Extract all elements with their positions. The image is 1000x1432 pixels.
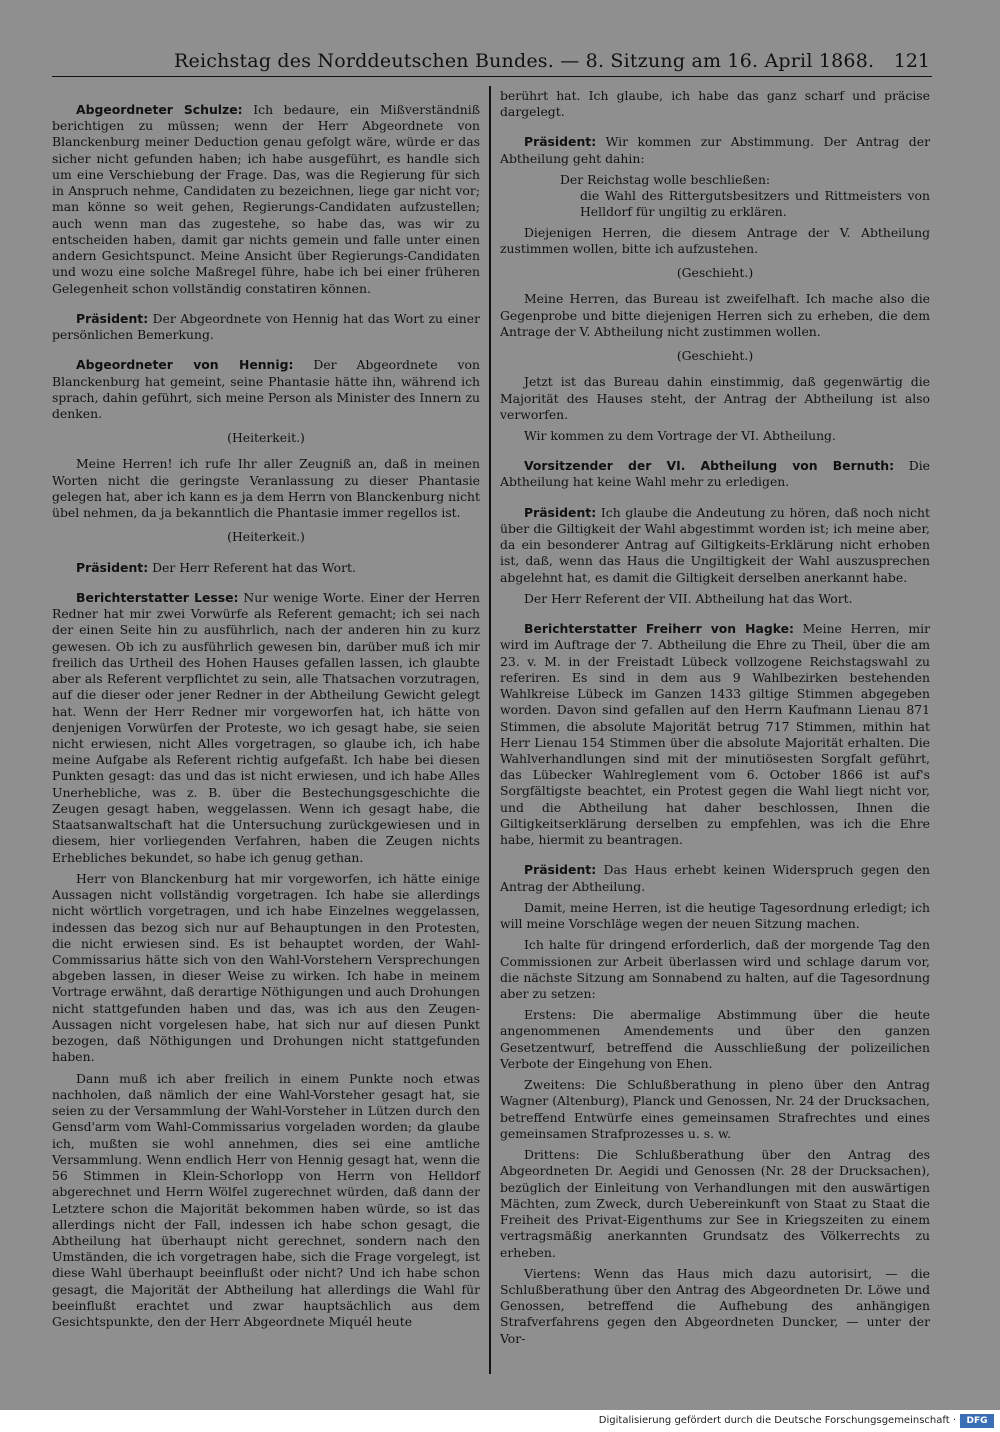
paragraph [500,225,930,257]
paragraph-text: Der Abgeordnete von Blanckenburg hat gemeint, seine Phantasie hätte ihn, während ich sprach, dahin geführt, sich meine Person als Minister des Innern zu denken. [52,357,480,421]
speaker-name: Abgeordneter Schulze: [76,102,243,117]
paragraph-text: Die Abtheilung hat keine Wahl mehr zu erledigen. [500,458,930,490]
paragraph [500,862,930,894]
stage-direction [500,348,930,364]
paragraph-text: Ich glaube die Andeutung zu hören, daß noch nicht über die Giltigkeit der Wahl abgestimmt worden ist; ich meine aber, da ein besonderer Antrag auf Giltigkeits-Erklärung nicht erhoben ist, daß, wenn das Haus die Ungiltigkeit der Wahl auszusprechen abgelehnt hat, es damit die Giltigkeit derselben anerkannt habe. [500,504,930,585]
paragraph [500,505,930,586]
speaker-name: Berichterstatter Freiherr von Hagke: [524,621,794,637]
paragraph-text: Meine Herren! ich rufe Ihr aller Zeugniß an, daß in meinen Worten nicht die geringste Veranlassung zu dieser Phantasie gelegen hat, aber ich kann es ja dem Herrn von Blanckenburg nicht übel nehmen, da ja bekanntlich die Phantasie immer regellos ist. [52,456,480,521]
paragraph-text: Zweitens: Die Schlußberathung in pleno über den Antrag Wagner (Altenburg), Planck und Genossen, Nr. 24 der Drucksachen, betreffend Entwürfe eines gemeinsamen Strafrechtes und eines gemeinsamen Strafprozesses u. s. w. [500,1077,930,1141]
paragraph [500,291,930,340]
paragraph [52,590,480,866]
paragraph [52,871,480,1066]
paragraph-text: Damit, meine Herren, ist die heutige Tagesordnung erledigt; ich will meine Vorschläge wegen der neuen Sitzung machen. [500,899,930,932]
speaker-name: Abgeordneter von Hennig: [76,357,294,373]
paragraph-text: Ich bedaure, ein Mißverständniß berichtigen zu müssen; wenn der Herr Abgeordnete von Blanckenburg meiner Deduction genau gefolgt wäre, würde er das sicher nicht gefunden haben; ich habe ausgeführt, es handle sich um eine Verschiebung der Frage. Das, was die Regierung für sich in Anspruch nehme, Candidaten zu bezeichnen, liege gar nicht vor; man könne so weit gehen, Regierungs-Candidaten aufzustellen; auch wenn man das zugestehe, so habe das, was wir zu entscheiden haben, damit gar nichts gemein und falle unter einen andern Gesichtspunct. Meine Ansicht über Regierungs-Candidaten und wozu eine solche Maßregel führe, habe ich bei einer früheren Gelegenheit schon vollständig constatiren können. [52,102,480,296]
paragraph [52,560,480,576]
left-column [52,88,480,1335]
paragraph [52,311,480,343]
paragraph-text: Dann muß ich aber freilich in einem Punkte noch etwas nachholen, daß nämlich der eine Wahl-Vorsteher gesagt hat, sie seien zu der Versammlung der Wahl-Vorsteher in Lützen durch den Gensd'arm vom Wahl-Commissarius vorgeladen worden; da glaube ich, mußten sie wohl annehmen, dies sei eine amtliche Versammlung. Wenn endlich Herr von Hennig gesagt hat, wenn die 56 Stimmen in Klein-Schorlopp von Herrn von Helldorf abgerechnet und Herrn Wölfel zugerechnet würden, daß dann der Letztere schon die Majorität bekommen haben würde, so ist das allerdings nicht der Fall, indessen ich habe schon gesagt, die Abtheilung hat überhaupt nicht gerechnet, sondern nach den Umständen, die ich vorgetragen habe, sich die Frage vorgelegt, ist diese Wahl überhaupt beeinflußt oder nicht? Und ich habe schon gesagt, die Majorität der Abtheilung hat allerdings die Wahl für beeinflußt erachtet und zwar hauptsächlich aus dem Gesichtspunkte, den der Herr Abgeordnete Miquél heute [52,1070,480,1330]
dfg-logo: DFG [960,1414,994,1428]
paragraph-text: Nur wenige Worte. Einer der Herren Redner hat mir zwei Vorwürfe als Referent gemacht; ich sei nach der einen Seite hin zu ausführlich, nach der anderen hin zu kurz gewesen. Ob ich zu ausführlich gewesen bin, darüber muß ich mir freilich das Urtheil des Hohen Hauses gefallen lassen, ich glaubte aber als Referent verpflichtet zu sein, alle Thatsachen vorzutragen, auf die dieser oder jener Redner in der Abtheilung Gewicht gelegt hat. Wenn der Herr Redner mir vorgeworfen hat, ich hätte von denjenigen Vorwürfen der Proteste, wo ich gesagt habe, sie seien nicht erwiesen, nicht Alles vorgetragen, so glaube ich, ich habe meine Aufgabe als Referent richtig aufgefaßt. Ich habe bei diesen Punkten gesagt: das und das ist nicht erwiesen, und ich habe Alles Unerhebliche, was z. B. über die Bestechungsgeschichte die Zeugen gesagt haben, weggelassen. Wenn ich gesagt habe, die Staatsanwaltschaft hat die Untersuchung zurückgewiesen und in diesem, hier vorliegenden Verfahren, haben die Zeugen nichts Erhebliches bekundet, so habe ich genug gethan. [52,589,480,865]
stage-direction-text: (Heiterkeit.) [227,430,305,446]
speaker-name: Präsident: [524,862,597,878]
paragraph [500,937,930,1002]
paragraph-text: Der Abgeordnete von Hennig hat das Wort zu einer persönlichen Bemerkung. [52,310,480,343]
paragraph [500,188,930,220]
paragraph [500,1147,930,1261]
page-number: 121 [893,50,930,72]
speaker-name: Präsident: [524,134,597,150]
stage-direction [500,265,930,281]
running-header [52,50,932,77]
paragraph-text: Diejenigen Herren, die diesem Antrage der V. Abtheilung zustimmen wollen, bitte ich aufzustehen. [500,224,930,256]
paragraph [500,1077,930,1142]
paragraph-text: Der Reichstag wolle beschließen: [560,171,771,187]
paragraph [500,428,930,444]
paragraph [500,621,930,848]
stage-direction-text: (Geschieht.) [676,265,754,281]
paragraph-text: Der Herr Referent der VII. Abtheilung hat das Wort. [524,590,853,606]
paragraph-text: Das Haus erhebt keinen Widerspruch gegen den Antrag der Abtheilung. [500,862,930,894]
stage-direction-text: (Geschieht.) [676,348,754,364]
speaker-name: Präsident: [76,559,149,575]
paragraph-text: Meine Herren, mir wird im Auftrage der 7. Abtheilung die Ehre zu Theil, über die am 23. v. M. in der Freistadt Lübeck vollzogene Reichstagswahl zu referiren. Es sind in dem aus 9 Wahlbezirken bestehenden Wahlkreise Lübeck im Ganzen 1433 giltige Stimmen abgegeben worden. Davon sind gefallen auf den Herrn Kaufmann Lienau 871 Stimmen, die absolute Majorität betrug 717 Stimmen, mithin hat Herr Lienau 154 Stimmen über die absolute Majorität erhalten. Die Wahlverhandlungen sind mit der minutiösesten Sorgfalt geführt, das Lübecker Wahlreglement vom 6. October 1866 ist auf's Sorgfältigste beachtet, ein Protest gegen die Wahl liegt nicht vor, und die Abtheilung hat daher beschlossen, Ihnen die Giltigkeitserklärung derselben zu empfehlen, was ich die Ehre habe, hiermit zu beantragen. [500,621,930,848]
paragraph [500,1007,930,1072]
paragraph-text: Ich halte für dringend erforderlich, daß der morgende Tag den Commissionen zur Arbeit überlassen wird und schlage darum vor, die nächste Sitzung am Sonnabend zu halten, auf die Tagesordnung aber zu setzen: [500,937,930,1002]
paragraph-text: Erstens: Die abermalige Abstimmung über die heute angenommenen Amendements und über den ganzen Gesetzentwurf, betreffend die Ausschließung der polizeilichen Verbote der Eingehung von Ehen. [500,1007,930,1071]
paragraph [500,591,930,607]
header-title: Reichstag des Norddeutschen Bundes. — 8. Sitzung am 16. April 1868. [174,50,875,72]
footer-credit: Digitalisierung gefördert durch die Deutsche Forschungsgemeinschaft · [598,1415,956,1426]
speaker-name: Vorsitzender der VI. Abtheilung von Bernuth: [524,458,895,474]
paragraph [52,357,480,422]
paragraph-text: berührt hat. Ich glaube, ich habe das ganz scharf und präcise dargelegt. [500,88,930,120]
paragraph-text: Wir kommen zur Abstimmung. Der Antrag der Abtheilung geht dahin: [500,134,930,166]
stage-direction [52,430,480,446]
paragraph-text: Viertens: Wenn das Haus mich dazu autorisirt, — die Schlußberathung über den Antrag des Abgeordneten Dr. Löwe und Genossen, betreffend die Aufhebung des anhängigen Strafverfahrens gegen den Abgeordneten Duncker, — unter der Vor- [500,1265,930,1346]
paragraph-text: Wir kommen zu dem Vortrage der VI. Abtheilung. [524,427,836,443]
paragraph-text: Herr von Blanckenburg hat mir vorgeworfen, ich hätte einige Aussagen nicht vollständig vorgetragen. Ich habe sie allerdings nicht wörtlich vorgetragen, und ich habe Einzelnes weggelassen, indessen das bezog sich nur auf Behauptungen in den Protesten, die nicht erwiesen sind. Es ist behauptet worden, der Wahl-Commissarius hätte sich von den Wahl-Vorstehern Versprechungen abgeben lassen, in dieser Weise zu wirken. Ich habe in meinem Vortrage erwähnt, daß derartige Nöthigungen und auch Drohungen nicht stattgefunden haben und das, was ich aus den Zeugen-Aussagen nicht vorgelesen habe, hat sich nur auf diesen Punkt bezogen, daß Nöthigungen und Drohungen nicht stattgefunden haben. [52,870,480,1065]
stage-direction [52,529,480,545]
paragraph [500,458,930,490]
paragraph [500,172,930,188]
paragraph [52,1071,480,1331]
speaker-name: Präsident: [76,310,149,326]
paragraph [500,88,930,120]
paragraph [52,456,480,521]
paragraph-text: die Wahl des Rittergutsbesitzers und Rittmeisters von Helldorf für ungiltig zu erklären. [580,188,930,220]
paragraph [500,900,930,932]
paragraph [500,134,930,166]
paragraph-text: Jetzt ist das Bureau dahin einstimmig, daß gegenwärtig die Majorität des Hauses steht, der Antrag der Abtheilung ist also verworfen. [500,374,930,422]
paragraph-text: Der Herr Referent hat das Wort. [148,559,356,575]
paragraph-text: Meine Herren, das Bureau ist zweifelhaft. Ich mache also die Gegenprobe und bitte diejenigen Herren sich zu erheben, die dem Antrage der V. Abtheilung nicht zustimmen wollen. [500,291,930,339]
stage-direction-text: (Heiterkeit.) [227,529,305,545]
paragraph [500,374,930,423]
speaker-name: Berichterstatter Lesse: [76,589,239,605]
paragraph [52,102,480,297]
paragraph-text: Drittens: Die Schlußberathung über den Antrag des Abgeordneten Dr. Aegidi und Genossen (Nr. 28 der Drucksachen), bezüglich der Einleitung von Verhandlungen mit den auswärtigen Mächten, zum Zweck, durch Uebereinkunft von Staat zu Staat die Freiheit des Privat-Eigenthums zur See in Kriegszeiten zu einem vertragsmäßig anerkannten Grundsatz des Völkerrechts zu erheben. [500,1147,930,1260]
right-column [500,88,930,1352]
speaker-name: Präsident: [524,504,597,520]
paragraph [500,1266,930,1347]
footer-bar [0,1412,1000,1432]
column-divider [489,86,491,1374]
